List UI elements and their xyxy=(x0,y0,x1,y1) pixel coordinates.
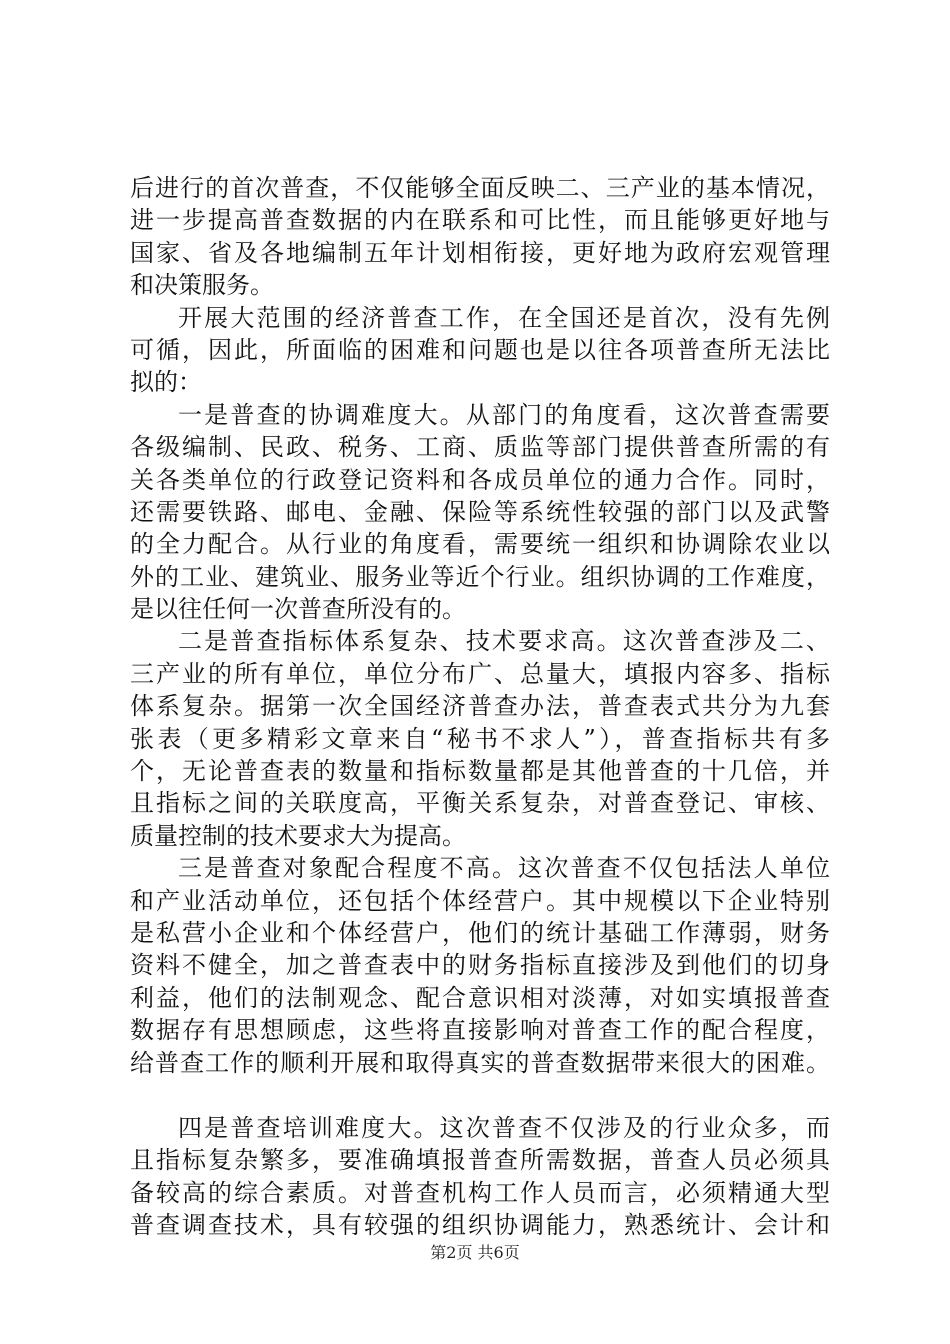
paragraph-first-line: 三是普查对象配合程度不高。这次普查不仅包括法人单位 xyxy=(178,854,830,883)
text-line: 外的工业、建筑业、服务业等近个行业。组织协调的工作难度， xyxy=(130,562,830,591)
text-line: 和决策服务。 xyxy=(130,271,274,300)
text-line: 且指标复杂繁多，要准确填报普查所需数据，普查人员必须具 xyxy=(130,1146,830,1175)
text-line: 各级编制、民政、税务、工商、质监等部门提供普查所需的有 xyxy=(130,433,830,462)
text-line: 是私营小企业和个体经营户，他们的统计基础工作薄弱，财务 xyxy=(130,918,830,947)
text-line: 和产业活动单位，还包括个体经营户。其中规模以下企业特别 xyxy=(130,886,830,915)
text-line: 可循，因此，所面临的困难和问题也是以往各项普查所无法比 xyxy=(130,335,830,364)
text-line: 张表（更多精彩文章来自“秘书不求人”），普查指标共有多 xyxy=(130,724,830,753)
text-line: 后进行的首次普查，不仅能够全面反映二、三产业的基本情况， xyxy=(130,174,830,202)
text-line: 普查调查技术，具有较强的组织协调能力，熟悉统计、会计和 xyxy=(130,1211,830,1240)
text-line: 关各类单位的行政登记资料和各成员单位的通力合作。同时， xyxy=(130,465,830,494)
text-line: 的全力配合。从行业的角度看，需要统一组织和协调除农业以 xyxy=(130,530,830,559)
text-line: 备较高的综合素质。对普查机构工作人员而言，必须精通大型 xyxy=(130,1178,830,1207)
document-body xyxy=(130,172,830,1242)
text-line: 还需要铁路、邮电、金融、保险等系统性较强的部门以及武警 xyxy=(130,497,830,526)
text-line: 且指标之间的关联度高，平衡关系复杂，对普查登记、审核、 xyxy=(130,789,830,818)
paragraph-first-line: 四是普查培训难度大。这次普查不仅涉及的行业众多，而 xyxy=(178,1113,830,1142)
text-line: 国家、省及各地编制五年计划相衔接，更好地为政府宏观管理 xyxy=(130,238,830,267)
paragraph-gap xyxy=(130,1079,830,1112)
text-line: 是以往任何一次普查所没有的。 xyxy=(130,595,466,624)
text-line: 利益，他们的法制观念、配合意识相对淡薄，对如实填报普查 xyxy=(130,983,830,1012)
paragraph-first-line: 二是普查指标体系复杂、技术要求高。这次普查涉及二、 xyxy=(178,627,830,656)
text-line: 给普查工作的顺利开展和取得真实的普查数据带来很大的困难。 xyxy=(130,1048,830,1077)
paragraph-first-line: 一是普查的协调难度大。从部门的角度看，这次普查需要 xyxy=(178,400,830,429)
text-line: 拟的： xyxy=(130,368,202,397)
text-line: 资料不健全，加之普查表中的财务指标直接涉及到他们的切身 xyxy=(130,951,830,980)
text-line: 三产业的所有单位，单位分布广、总量大，填报内容多、指标 xyxy=(130,659,830,688)
paragraph-first-line: 开展大范围的经济普查工作，在全国还是首次，没有先例 xyxy=(178,303,830,332)
text-line: 数据存有思想顾虑，这些将直接影响对普查工作的配合程度， xyxy=(130,1016,830,1045)
page-number-footer: 第2页 共6页 xyxy=(430,1243,520,1262)
text-line: 质量控制的技术要求大为提高。 xyxy=(130,821,466,850)
text-line: 个，无论普查表的数量和指标数量都是其他普查的十几倍，并 xyxy=(130,757,830,786)
text-line: 进一步提高普查数据的内在联系和可比性，而且能够更好地与 xyxy=(130,206,830,235)
text-line: 体系复杂。据第一次全国经济普查办法，普查表式共分为九套 xyxy=(130,692,830,721)
